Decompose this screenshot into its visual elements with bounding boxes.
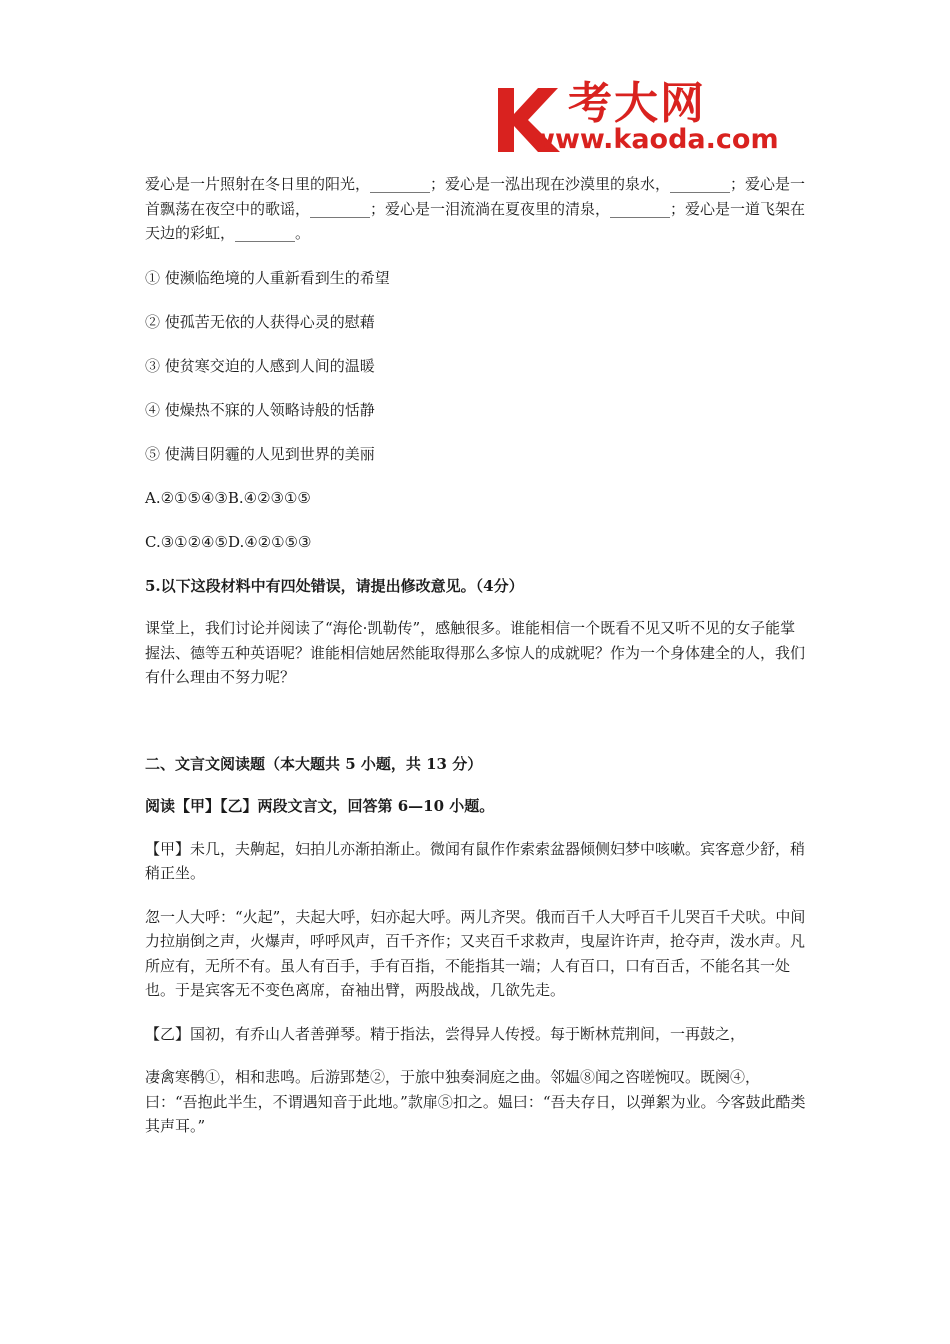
logo-url: www.kaoda.com bbox=[530, 124, 779, 155]
document-body bbox=[145, 172, 810, 1158]
question5-title: 5.以下这段材料中有四处错误，请提出修改意见。（4分） bbox=[145, 576, 524, 595]
classical-paragraph-1: 【甲】未几，夫齁起，妇拍儿亦渐拍渐止。微闻有鼠作作索索盆器倾侧妇梦中咳嗽。宾客意少舒，稍稍正坐。 bbox=[145, 839, 806, 882]
answer-choices-cd: C.③①②④⑤D.④②①⑤③ bbox=[145, 532, 312, 551]
option-item-4: ④ 使燥热不寐的人领略诗般的恬静 bbox=[145, 400, 375, 419]
option-item-2: ② 使孤苦无依的人获得心灵的慰藉 bbox=[145, 312, 375, 331]
question5-passage: 课堂上，我们讨论并阅读了“海伦·凯勒传”，感触很多。谁能相信一个既看不见又听不见的女子能掌握法、德等五种英语呢？谁能相信她居然能取得那么多惊人的成就呢？作为一个身体建全的人，我们有什么理由不努力呢？ bbox=[145, 619, 806, 686]
classical-paragraph-2: 忽一人大呼：“火起”，夫起大呼，妇亦起大呼。两儿齐哭。俄而百千人大呼百千儿哭百千犬吠。中间力拉崩倒之声，火爆声，呼呼风声，百千齐作；又夹百千求救声，曳屋许许声，抢夺声，泼水声。凡所应有，无所不有。虽人有百手，手有百指，不能指其一端；人有百口，口有百舌，不能名其一处也。于是宾客无不变色离席，奋袖出臂，两股战战，几欲先走。 bbox=[145, 907, 806, 999]
answer-choices-ab: A.②①⑤④③B.④②③①⑤ bbox=[145, 488, 311, 507]
classical-paragraph-3: 【乙】国初，有乔山人者善弹琴。精于指法，尝得异人传授。每于断林荒荆间，一再鼓之， bbox=[145, 1024, 746, 1043]
option-item-3: ③ 使贫寒交迫的人感到人间的温暖 bbox=[145, 356, 375, 375]
reading-instruction: 阅读【甲】【乙】两段文言文，回答第 6—10 小题。 bbox=[145, 797, 495, 815]
kaoda-logo bbox=[488, 80, 818, 162]
classical-paragraph-4: 凄禽寒鹘①，相和悲鸣。后游郢楚②，于旅中独奏洞庭之曲。邻媪⑧闻之咨嗟惋叹。既阕④，曰：“吾抱此半生，不谓遇知音于此地。”款扉⑤扣之。媪曰：“吾夫存日，以弹絮为业。今客鼓此酷类其声耳。” bbox=[145, 1068, 806, 1135]
question4-passage: 爱心是一片照射在冬日里的阳光，________；爱心是一泓出现在沙漠里的泉水，________；爱心是一首飘荡在夜空中的歌谣，________；爱心是一泪流淌在夏夜里的清泉，________；爱心是一道飞架在天边的彩虹，________。 bbox=[145, 175, 806, 242]
option-item-1: ① 使濒临绝境的人重新看到生的希望 bbox=[145, 268, 390, 287]
option-item-5: ⑤ 使满目阴霾的人见到世界的美丽 bbox=[145, 444, 375, 463]
logo-site-name: 考大网 bbox=[568, 78, 706, 129]
section-heading: 二、文言文阅读题（本大题共 5 小题，共 13 分） bbox=[145, 754, 483, 773]
